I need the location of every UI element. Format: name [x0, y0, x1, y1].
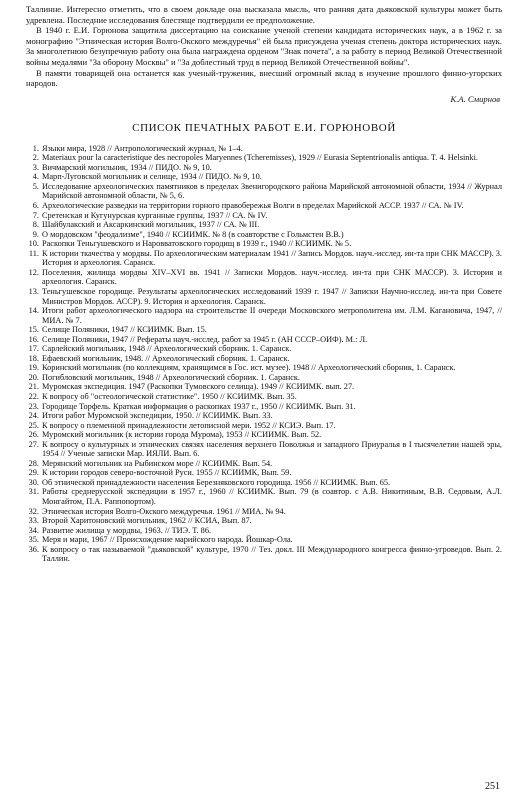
publication-text: Ефаевский могильник, 1948. // Археологический сборник. 1. Саранск.: [42, 353, 290, 363]
publication-text: К вопросу о племенной принадлежности летописной мери. 1952 // КСИЭ. Вып. 17.: [42, 420, 336, 430]
publication-number: 5.: [32, 181, 39, 191]
publication-text: Археологические разведки на территории горного правобережья Волги в пределах Марийской АССР. 1937 // СА. № IV.: [42, 201, 464, 211]
publication-text: Шайбулакский и Аксаркинский могильник, 1937 // СА. № III.: [42, 220, 260, 230]
publication-number: 36.: [28, 544, 39, 554]
publication-number: 19.: [28, 363, 39, 373]
paragraph: В 1940 г. Е.И. Горюнова защитила диссертацию на соискание ученой степени кандидата исторических наук, а в 1962 г. за монографию "Этническая история Волго-Окского междуречья" ей была присуждена ученая степень доктора исторических наук. За многолетнюю безупречную работу она была награждена орденом "Знак почета", а за работу в период Великой Отечественной войны медалями "За оборону Москвы" и "За доблестный труд в период Великой Отечественной войны".: [26, 25, 502, 67]
publication-item: [26, 249, 502, 268]
publication-item: [26, 230, 502, 240]
publication-text: Сретенская и Кугунурская курганные группы, 1937 // СА. № IV.: [42, 210, 268, 220]
publication-item: [26, 516, 502, 526]
publication-number: 32.: [28, 506, 39, 516]
publication-text: Итоги работ Муромской экспедиции, 1950. // КСИИМК. Вып. 33.: [42, 411, 273, 421]
publication-list: [26, 144, 502, 564]
publication-number: 23.: [28, 401, 39, 411]
publication-text: О мордовском "феодализме", 1940 // КСИИМК. № 8 (в соавторстве с Гольмстен В.В.): [42, 229, 344, 239]
publication-number: 27.: [28, 439, 39, 449]
publication-item: [26, 535, 502, 545]
publication-text: Коринский могильник (по коллекциям, хранящимся в Гос. ист. музее). 1948 // Археологический сборник, 1. Саранск.: [42, 363, 456, 373]
publication-number: 11.: [28, 248, 39, 258]
publication-number: 15.: [28, 325, 39, 335]
paragraph: Таллинне. Интересно отметить, что в своем докладе она высказала мысль, что ранняя дата дьяковской культуры может быть удревлена. Последние исследования блестяще подтвердили ее предположение.: [26, 4, 502, 25]
publication-text: Меря и мари, 1967 // Происхождение марийского народа. Йошкар-Ола.: [42, 535, 293, 545]
publication-number: 20.: [28, 372, 39, 382]
publication-number: 35.: [28, 535, 39, 545]
author-signature: К.А. Смирнов: [450, 93, 500, 104]
publication-item: [26, 421, 502, 431]
publication-text: Мерянский могильник на Рыбинском море // КСИИМК. Вып. 54.: [42, 458, 273, 468]
publication-number: 33.: [28, 516, 39, 526]
publication-item: [26, 382, 502, 392]
publication-text: К вопросу о так называемой "дьяковской" культуре, 1970 // Тез. докл. III Международного конгресса финно-угроведов. Вып. 2. Таллин.: [42, 544, 502, 564]
publication-text: Селище Поляники, 1947 // КСИИМК. Вып. 15.: [42, 325, 207, 335]
publication-number: 30.: [28, 477, 39, 487]
publication-text: Развитие жилища у мордвы, 1963. // ТИЭ. Т. 86.: [42, 525, 212, 535]
publication-text: Об этнической принадлежности населения Березняковского городища. 1956 // КСИИМК. Вып. 65.: [42, 477, 391, 487]
publication-text: Марп-Луговской могильник и селище, 1934 // ПИДО. № 9, 10.: [42, 172, 262, 182]
publication-item: [26, 144, 502, 154]
publication-text: К вопросу о культурных и этнических связях населения верхнего Поволжья и западного Приуралья в I тысячелетии нашей эры, 1954 // Ученые записки Мар. ИЯЛИ. Вып. 6.: [42, 439, 502, 459]
publication-item: [26, 478, 502, 488]
publication-text: Селище Поляники, 1947 // Рефераты науч.-исслед. работ за 1945 г. (АН СССР–ОИФ). М.: Л.: [42, 334, 368, 344]
publication-item: [26, 344, 502, 354]
page-number: 251: [485, 781, 500, 792]
publication-number: 1.: [32, 143, 39, 153]
publication-number: 13.: [28, 286, 39, 296]
publication-number: 3.: [32, 162, 39, 172]
publication-item: [26, 468, 502, 478]
publication-number: 7.: [32, 210, 39, 220]
publication-number: 26.: [28, 430, 39, 440]
publication-item: [26, 411, 502, 421]
publication-number: 29.: [28, 468, 39, 478]
publication-item: [26, 172, 502, 182]
publication-item: [26, 459, 502, 469]
publication-text: Поселения, жилища мордвы XIV–XVI вв. 1941 // Записки Мордов. науч.-исслед. ин-та при СНК МАССР). 3. История и археология. Саранск.: [42, 267, 502, 287]
publication-item: [26, 268, 502, 287]
publication-item: [26, 220, 502, 230]
publication-item: [26, 487, 502, 506]
publication-number: 9.: [32, 229, 39, 239]
publication-item: [26, 211, 502, 221]
publication-text: Городище Торфель. Краткая информация о раскопках 1937 г., 1950 // КСИИМК. Вып. 31.: [42, 401, 356, 411]
publication-item: [26, 354, 502, 364]
publication-item: [26, 153, 502, 163]
publication-item: [26, 201, 502, 211]
publication-item: [26, 363, 502, 373]
publication-number: 12.: [28, 267, 39, 277]
publication-item: [26, 507, 502, 517]
publication-item: [26, 163, 502, 173]
publication-text: Вичмарский могильник, 1934 // ПИДО. № 9, 10.: [42, 162, 212, 172]
publication-number: 16.: [28, 334, 39, 344]
publication-number: 21.: [28, 382, 39, 392]
publication-item: [26, 430, 502, 440]
publication-text: Языки мира, 1928 // Антропологический журнал, № 1–4.: [42, 143, 243, 153]
publication-item: [26, 182, 502, 201]
publication-number: 17.: [28, 344, 39, 354]
publication-item: [26, 440, 502, 459]
publication-number: 24.: [28, 411, 39, 421]
publication-text: К истории городов северо-восточной Руси. 1955 // КСИИМК, Вып. 59.: [42, 468, 292, 478]
publication-text: Раскопки Теньгушевского и Наровватовского городищ в 1939 г., 1940 // КСИИМК. № 5.: [42, 239, 352, 249]
publication-text: Materiaux pour la caracteristique des necropoles Maryennes (Tcheremisses), 1929 // Eurasia Septentrionalis antiqua. T. 4. Helsinki.: [42, 153, 478, 163]
publication-text: Итоги работ археологического надзора на строительстве II очереди Московского метрополитена им. Л.М. Кагановича, 1947, // МИА. № 7.: [42, 306, 502, 325]
publication-item: [26, 402, 502, 412]
publication-number: 10.: [28, 239, 39, 249]
paragraph: В памяти товарищей она останется как ученый-труженик, внесший огромный вклад в изучение прошлого финно-угорских народов.: [26, 67, 502, 89]
publication-text: Работы среднерусской экспедиции в 1957 г., 1960 // КСИИМК. Вып. 79 (в соавтор. с А.В. Никитиным, В.В. Седовым, А.Л. Монгайтом, П.А. Раппопортом).: [42, 487, 502, 506]
publication-item: [26, 335, 502, 345]
publication-number: 6.: [32, 201, 39, 211]
publication-number: 31.: [28, 487, 39, 497]
publication-text: К истории ткачества у мордвы. По археологическим материалам 1941 // Запись Мордов. науч.-исслед. ин-та при СНК МАССР). 3. История и археология. Саранск.: [42, 248, 502, 268]
publication-number: 2.: [32, 153, 39, 163]
publication-number: 25.: [28, 420, 39, 430]
publication-item: [26, 545, 502, 564]
publication-number: 28.: [28, 458, 39, 468]
publication-item: [26, 306, 502, 325]
obituary-text: [26, 4, 502, 89]
publication-number: 8.: [32, 220, 39, 230]
publication-number: 34.: [28, 525, 39, 535]
publication-text: Исследование археологических памятников в пределах Звенигородского района Марийской автономной области, 1934 // Журнал Марийской автономной области, № 5, 6.: [42, 181, 502, 201]
publication-item: [26, 287, 502, 306]
publication-text: Второй Харитоновский могильник, 1962 // КСИА, Вып. 87.: [42, 516, 252, 526]
publication-number: 14.: [28, 306, 39, 316]
publication-item: [26, 239, 502, 249]
publication-text: Муромский могильник (к истории города Мурома), 1953 // КСИИМК. Вып. 52.: [42, 430, 322, 440]
publication-text: К вопросу об "остеологической статистике". 1950 // КСИИМК. Вып. 35.: [42, 391, 297, 401]
publication-item: [26, 325, 502, 335]
publication-number: 4.: [32, 172, 39, 182]
publication-item: [26, 392, 502, 402]
publication-text: Муромская экспедиция. 1947 (Раскопки Тумовского селища). 1949 // КСИИМК. вып. 27.: [42, 382, 355, 392]
section-title: СПИСОК ПЕЧАТНЫХ РАБОТ Е.И. ГОРЮНОВОЙ: [132, 121, 396, 134]
publication-text: Сарлейский могильник, 1948 // Археологический сборник. 1. Саранск.: [42, 344, 292, 354]
publication-text: Теньгушевское городище. Результаты археологических исследований 1939 г. 1947 // Записки Научно-исслед. ин-та при Совете Министров Мордов. АССР). 9. История и археология. Саранск.: [42, 286, 502, 306]
publication-number: 22.: [28, 391, 39, 401]
publication-item: [26, 373, 502, 383]
publication-text: Погибловский могильник, 1948 // Археологический сборник. 1. Саранск.: [42, 372, 301, 382]
publication-text: Этническая история Волго-Окского междуречья. 1961 // МИА. № 94.: [42, 506, 286, 516]
publication-item: [26, 526, 502, 536]
publication-number: 18.: [28, 353, 39, 363]
